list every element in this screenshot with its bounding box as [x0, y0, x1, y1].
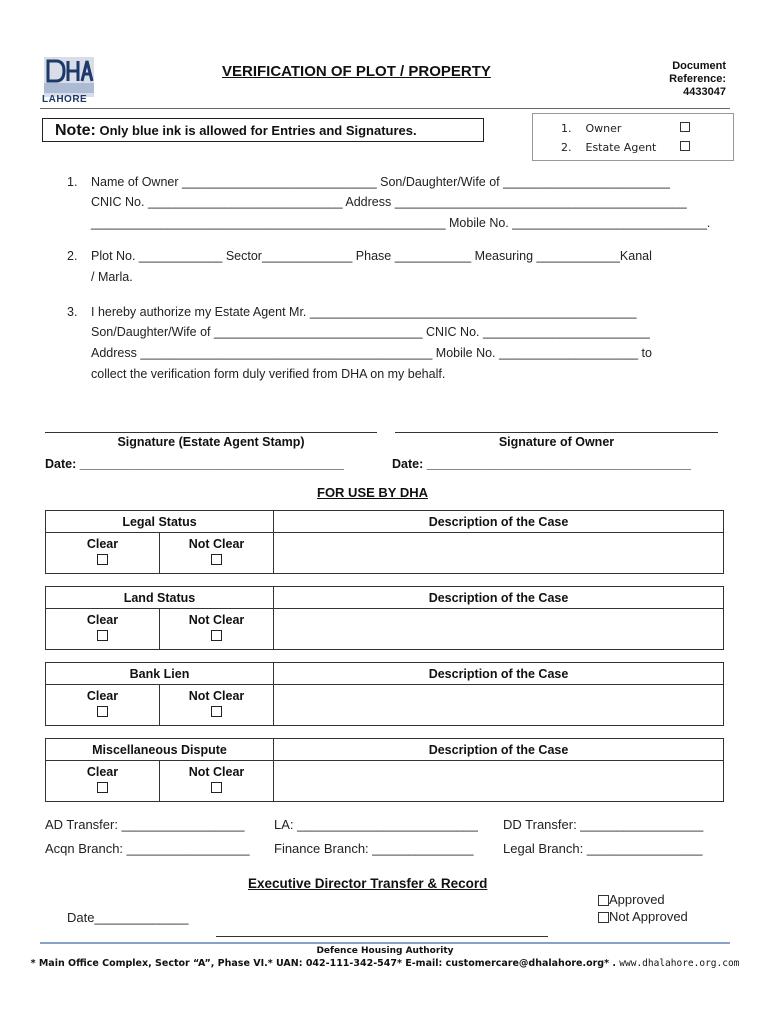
agent-signature-label: Signature (Estate Agent Stamp)	[117, 435, 305, 449]
footer-contact: * Main Office Complex, Sector “A”, Phase VI.* UAN: 042-111-342-547* E-mail: customercare@dhalahore.org* . www.dhalahore.org.com	[30, 958, 740, 969]
not-clear-cell[interactable]: Not Clear	[160, 685, 274, 725]
page-title: VERIFICATION OF PLOT / PROPERTY	[222, 63, 491, 80]
agent-signature-line[interactable]	[45, 432, 377, 433]
not-clear-checkbox[interactable]	[211, 630, 222, 641]
role-options	[532, 113, 734, 161]
not-clear-cell[interactable]: Not Clear	[160, 533, 274, 573]
executive-signature-line[interactable]	[216, 936, 548, 937]
la-field[interactable]: LA: _________________________	[274, 817, 478, 832]
table-heading: Land Status	[46, 587, 274, 609]
agent-address-line[interactable]: Address __________________________________________ Mobile No. ____________________ to	[91, 346, 652, 360]
executive-title: Executive Director Transfer & Record	[248, 876, 488, 891]
option-estate-agent[interactable]: 2. Estate Agent	[561, 141, 657, 154]
plot-unit-text: / Marla.	[91, 270, 133, 284]
description-field[interactable]	[274, 533, 723, 573]
dha-section-title: FOR USE BY DHA	[317, 485, 428, 500]
ad-transfer-field[interactable]: AD Transfer: _________________	[45, 817, 245, 832]
clear-cell[interactable]: Clear	[46, 533, 160, 573]
description-heading: Description of the Case	[274, 739, 723, 761]
cnic-address-line[interactable]: CNIC No. ____________________________ Address __________________________________________	[91, 195, 687, 209]
item-number: 3.	[67, 305, 78, 319]
not-clear-cell[interactable]: Not Clear	[160, 761, 274, 801]
ink-note: Note: Only blue ink is allowed for Entries and Signatures.	[42, 118, 484, 142]
item-number: 2.	[67, 249, 78, 263]
clear-cell[interactable]: Clear	[46, 609, 160, 649]
dd-transfer-field[interactable]: DD Transfer: _________________	[503, 817, 704, 832]
item-number: 1.	[67, 175, 78, 189]
logo-text: LAHORE	[42, 94, 88, 105]
table-heading: Legal Status	[46, 511, 274, 533]
clear-checkbox[interactable]	[97, 554, 108, 565]
executive-date-field[interactable]: Date_____________	[67, 910, 189, 925]
owner-name-line[interactable]: Name of Owner ____________________________ Son/Daughter/Wife of ________________________	[91, 175, 670, 189]
description-heading: Description of the Case	[274, 511, 723, 533]
clear-checkbox[interactable]	[97, 630, 108, 641]
not-approved-option[interactable]: Not Approved	[598, 909, 688, 924]
option-owner[interactable]: 1. Owner	[561, 122, 622, 135]
misc-dispute-table	[45, 738, 724, 802]
plot-details-line[interactable]: Plot No. ____________ Sector_____________ Phase ___________ Measuring ____________Kanal	[91, 249, 652, 263]
bank-lien-table	[45, 662, 724, 726]
not-clear-cell[interactable]: Not Clear	[160, 609, 274, 649]
land-status-table	[45, 586, 724, 650]
footer-org: Defence Housing Authority	[316, 946, 454, 956]
description-field[interactable]	[274, 761, 723, 801]
not-clear-checkbox[interactable]	[211, 706, 222, 717]
header-divider	[40, 108, 730, 109]
owner-signature-line[interactable]	[395, 432, 718, 433]
not-approved-checkbox[interactable]	[598, 912, 609, 923]
approved-option[interactable]: Approved	[598, 892, 665, 907]
authorization-text: collect the verification form duly verified from DHA on my behalf.	[91, 367, 446, 381]
acqn-branch-field[interactable]: Acqn Branch: _________________	[45, 841, 250, 856]
approved-checkbox[interactable]	[598, 895, 609, 906]
not-clear-checkbox[interactable]	[211, 554, 222, 565]
finance-branch-field[interactable]: Finance Branch: ______________	[274, 841, 474, 856]
description-heading: Description of the Case	[274, 663, 723, 685]
clear-checkbox[interactable]	[97, 782, 108, 793]
owner-date-line[interactable]: Date: ______________________________________	[392, 457, 691, 471]
website-link[interactable]: www.dhalahore.org.com	[619, 958, 740, 969]
footer-divider	[40, 942, 730, 944]
table-heading: Miscellaneous Dispute	[46, 739, 274, 761]
agent-date-line[interactable]: Date: ______________________________________	[45, 457, 344, 471]
clear-cell[interactable]: Clear	[46, 685, 160, 725]
mobile-line[interactable]: ___________________________________________________ Mobile No. ____________________________.	[91, 216, 711, 230]
description-field[interactable]	[274, 609, 723, 649]
clear-checkbox[interactable]	[97, 706, 108, 717]
description-heading: Description of the Case	[274, 587, 723, 609]
legal-branch-field[interactable]: Legal Branch: ________________	[503, 841, 703, 856]
estate-agent-checkbox[interactable]	[680, 141, 690, 151]
agent-name-line[interactable]: I hereby authorize my Estate Agent Mr. _______________________________________________	[91, 305, 637, 319]
clear-cell[interactable]: Clear	[46, 761, 160, 801]
legal-status-table	[45, 510, 724, 574]
table-heading: Bank Lien	[46, 663, 274, 685]
owner-signature-label: Signature of Owner	[498, 435, 615, 449]
owner-checkbox[interactable]	[680, 122, 690, 132]
agent-parent-cnic-line[interactable]: Son/Daughter/Wife of ______________________________ CNIC No. ________________________	[91, 325, 650, 339]
description-field[interactable]	[274, 685, 723, 725]
not-clear-checkbox[interactable]	[211, 782, 222, 793]
document-reference: Document Reference: 4433047	[669, 60, 726, 98]
